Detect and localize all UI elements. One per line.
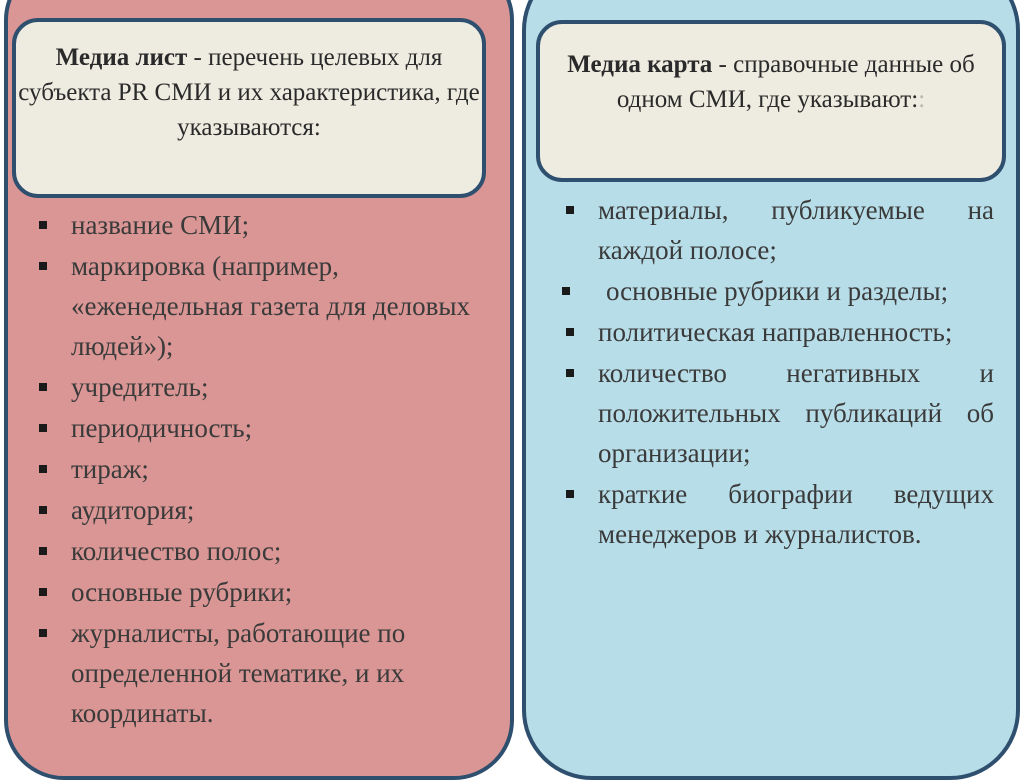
bullet-icon bbox=[39, 383, 47, 391]
media-map-title: Медиа карта bbox=[567, 51, 713, 78]
media-list-header bbox=[12, 18, 486, 198]
list-item: маркировка (например, «еженедельная газета для деловых людей»); bbox=[31, 246, 486, 366]
bullet-icon bbox=[566, 369, 574, 377]
bullet-icon bbox=[39, 588, 47, 596]
list-item: количество негативных и положительных публикаций об организации; bbox=[558, 353, 994, 473]
bullet-icon bbox=[39, 262, 47, 270]
bullet-icon bbox=[39, 221, 47, 229]
media-list-colon: : bbox=[313, 114, 321, 141]
list-item: аудитория; bbox=[31, 490, 486, 530]
list-item: количество полос; bbox=[31, 531, 486, 571]
bullet-icon bbox=[39, 424, 47, 432]
bullet-icon bbox=[562, 287, 570, 295]
media-list-title: Медиа лист bbox=[55, 44, 188, 71]
bullet-icon bbox=[39, 629, 47, 637]
list-item: основные рубрики и разделы; bbox=[558, 271, 994, 311]
media-map-description: - справочные данные об одном СМИ, где указывают: bbox=[616, 51, 975, 113]
list-item: журналисты, работающие по определенной тематике, и их координаты. bbox=[31, 613, 486, 733]
bullet-icon bbox=[39, 465, 47, 473]
list-item: тираж; bbox=[31, 449, 486, 489]
bullet-icon bbox=[566, 206, 574, 214]
media-map-colon: : bbox=[918, 86, 926, 113]
list-item: материалы, публикуемые на каждой полосе; bbox=[558, 190, 994, 270]
list-item: основные рубрики; bbox=[31, 572, 486, 612]
list-item: краткие биографии ведущих менеджеров и журналистов. bbox=[558, 474, 994, 554]
list-item: периодичность; bbox=[31, 408, 486, 448]
list-item: учредитель; bbox=[31, 367, 486, 407]
list-item: политическая направленность; bbox=[558, 312, 994, 352]
media-list-description: - перечень целевых для субъекта PR СМИ и их характеристика, где указываются bbox=[18, 44, 480, 141]
bullet-icon bbox=[39, 506, 47, 514]
bullet-icon bbox=[39, 547, 47, 555]
media-list-items bbox=[31, 205, 486, 734]
bullet-icon bbox=[566, 490, 574, 498]
list-item: название СМИ; bbox=[31, 205, 486, 245]
bullet-icon bbox=[566, 328, 574, 336]
media-map-items bbox=[558, 190, 994, 555]
media-map-header bbox=[536, 20, 1006, 182]
